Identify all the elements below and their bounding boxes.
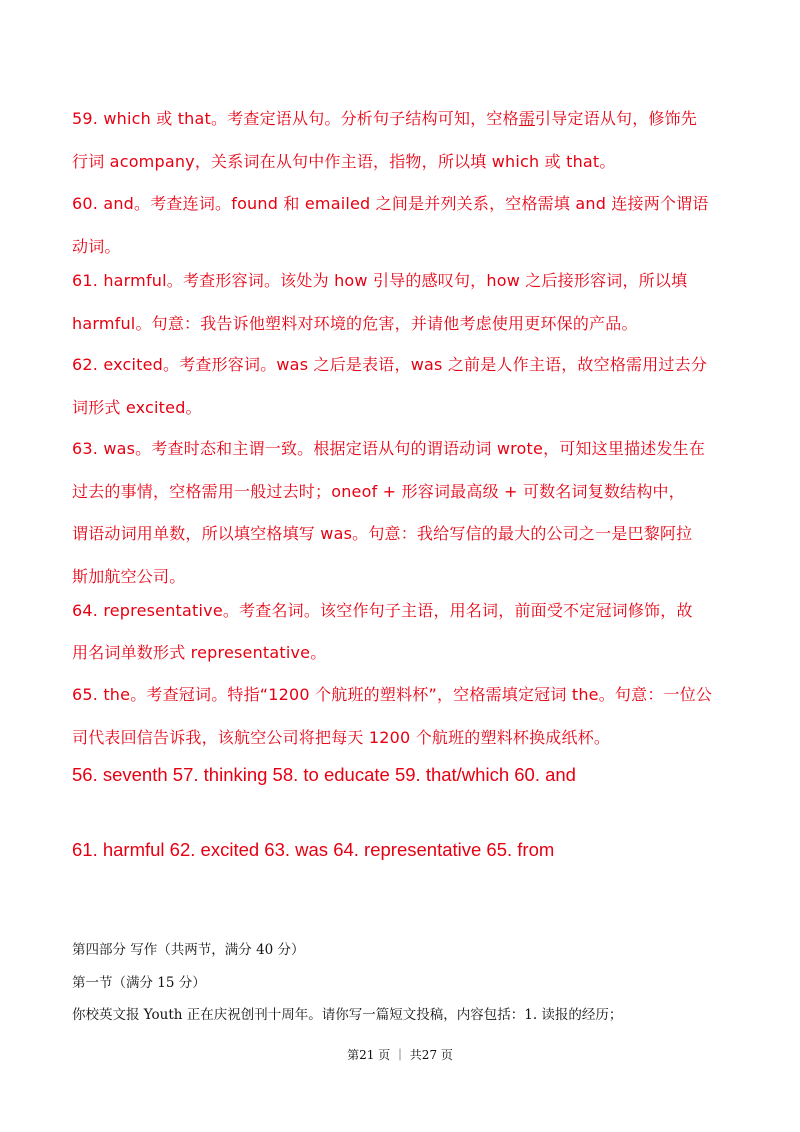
answer-65-line-2: 司代表回信告诉我，该航空公司将把每天 1200 个航班的塑料杯换成纸杯。 [72, 728, 611, 747]
answer-61-line-1: 61. harmful。考查形容词。该处为 how 引导的感叹句，how 之后接形容词，所以填 [72, 271, 688, 290]
answer-60-line-2: 动词。 [72, 237, 121, 256]
answer-60-line-1: 60. and。考查连词。found 和 emailed 之间是并列关系，空格需填 and 连接两个谓语 [72, 194, 709, 213]
underlined-word: 需 [518, 109, 536, 128]
answer-63-line-2: 过去的事情，空格需用一般过去时；oneof + 形容词最高级 + 可数名词复数结构中， [72, 482, 685, 501]
writing-prompt: 你校英文报 Youth 正在庆祝创刊十周年。请你写一篇短文投稿，内容包括：1. 读报的经历； [72, 1007, 623, 1023]
answer-summary-line-2: 61. harmful 62. excited 63. was 64. representative 65. from [72, 839, 555, 860]
answer-65-line-1: 65. the。考查冠词。特指“1200 个航班的塑料杯”，空格需填定冠词 the。句意：一位公 [72, 685, 713, 704]
answer-59-line-1: 59. which 或 that。考查定语从句。分析句子结构可知，空格需引导定语从句，修饰先 [72, 109, 698, 128]
answer-63-line-4: 斯加航空公司。 [72, 567, 186, 586]
answer-59-line-2: 行词 acompany，关系词在从句中作主语，指物，所以填 which 或 that。 [72, 152, 616, 171]
answer-63-line-1: 63. was。考查时态和主谓一致。根据定语从句的谓语动词 wrote，可知这里描述发生在 [72, 439, 706, 458]
answer-62-line-1: 62. excited。考查形容词。was 之后是表语，was 之前是人作主语，故空格需用过去分 [72, 355, 708, 374]
writing-part-heading: 第四部分 写作（共两节，满分 40 分） [72, 942, 305, 958]
answer-64-line-1: 64. representative。考查名词。该空作句子主语，用名词，前面受不定冠词修饰，故 [72, 601, 693, 620]
answer-63-line-3: 谓语动词用单数，所以填空格填写 was。句意：我给写信的最大的公司之一是巴黎阿拉 [72, 524, 693, 543]
page-footer: 第21 页 ｜ 共27 页 [347, 1048, 453, 1062]
writing-section-heading: 第一节（满分 15 分） [72, 975, 206, 991]
answer-64-line-2: 用名词单数形式 representative。 [72, 643, 327, 662]
answer-summary-line-1: 56. seventh 57. thinking 58. to educate 59. that/which 60. and [72, 764, 576, 785]
answer-62-line-2: 词形式 excited。 [72, 398, 202, 417]
answer-61-line-2: harmful。句意：我告诉他塑料对环境的危害，并请他考虑使用更环保的产品。 [72, 314, 638, 333]
